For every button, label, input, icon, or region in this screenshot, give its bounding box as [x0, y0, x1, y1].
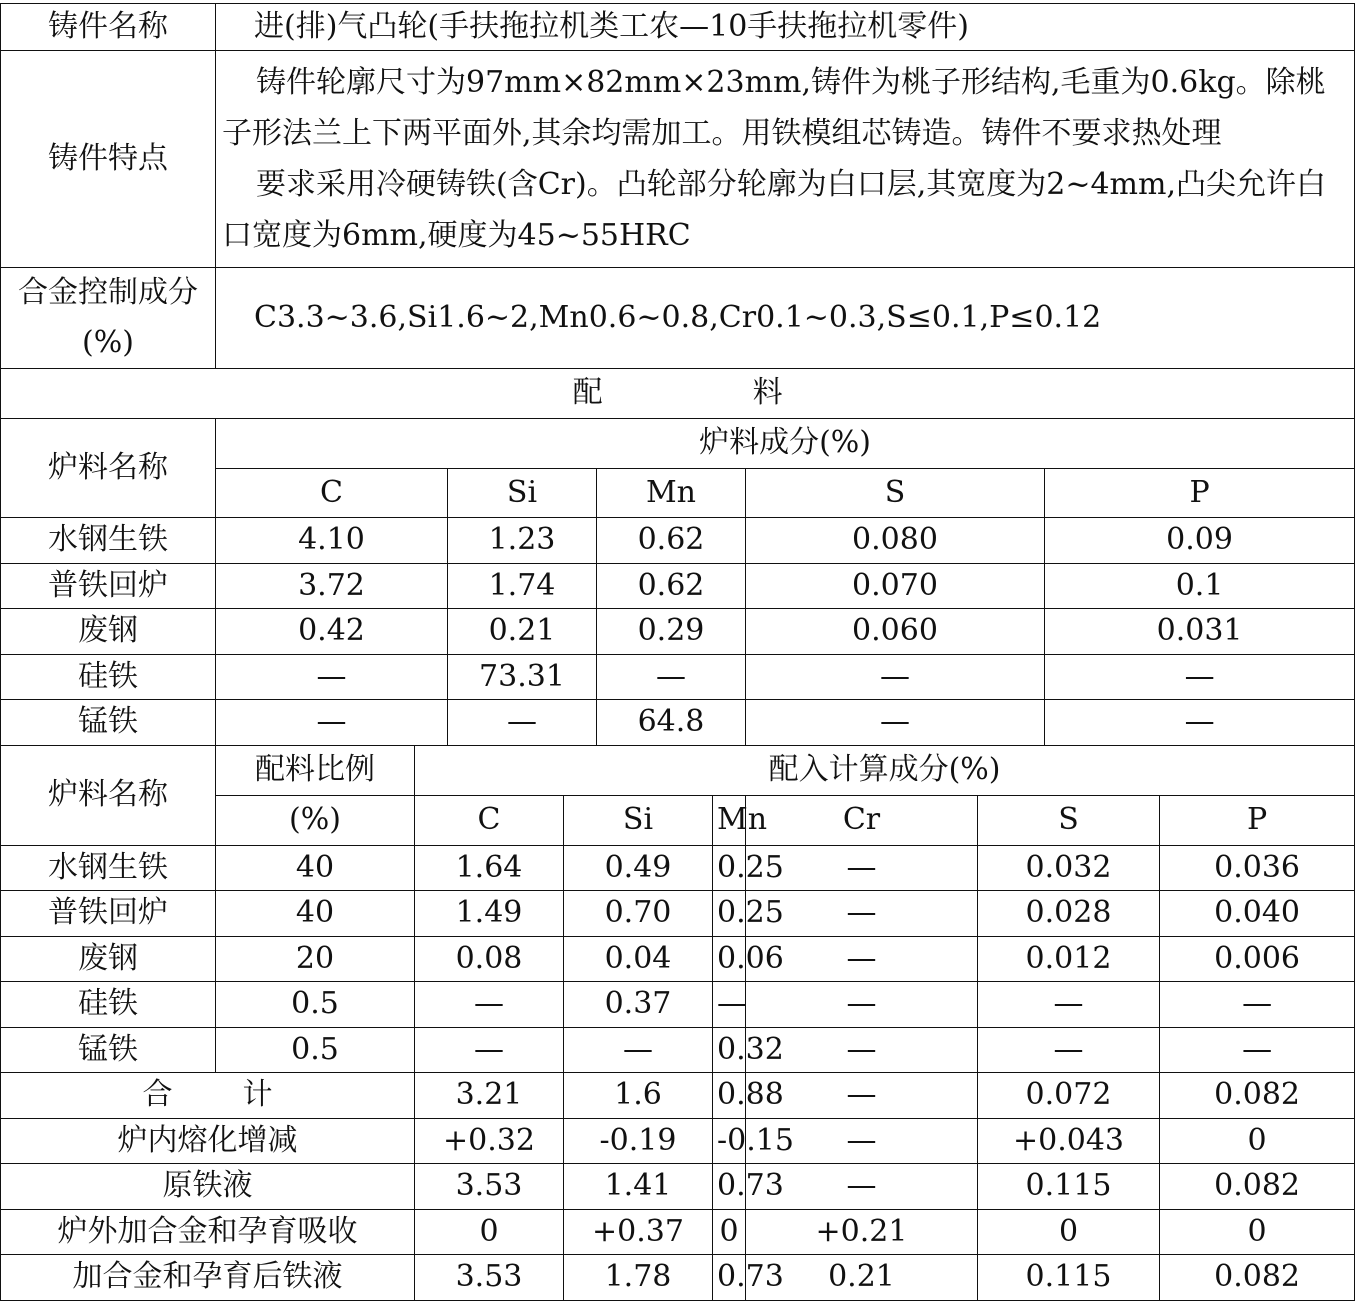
table-cell: 0.028 — [978, 891, 1160, 937]
table-cell: -0.15 — [713, 1119, 746, 1164]
section-title-left: 配 — [572, 375, 603, 411]
table-row — [1, 891, 1355, 937]
table-cell: — — [1045, 655, 1355, 700]
table-cell: +0.32 — [415, 1119, 564, 1164]
table-cell: 3.21 — [415, 1073, 564, 1119]
table-cell: — — [746, 1073, 978, 1119]
summary-total-label-a: 合 — [142, 1077, 173, 1113]
table-cell: 0.62 — [597, 518, 746, 564]
calc-row-name: 水钢生铁 — [1, 846, 216, 891]
table-cell: 0.032 — [978, 846, 1160, 891]
charge-group-header: 炉料成分(%) — [216, 419, 1355, 469]
calc-col-s: S — [978, 796, 1160, 846]
calc-ratio-unit: (%) — [216, 796, 415, 846]
table-cell: 0.06 — [713, 937, 746, 982]
table-cell: 0 — [713, 1210, 746, 1255]
info-row-name — [1, 4, 1355, 51]
table-cell: — — [746, 937, 978, 982]
casting-features-text — [216, 51, 1355, 268]
info-row-alloy — [1, 268, 1355, 369]
table-cell: 0.031 — [1045, 609, 1355, 655]
table-cell: 0 — [1160, 1210, 1355, 1255]
table-row — [1, 982, 1355, 1028]
casting-features-label: 铸件特点 — [1, 51, 216, 268]
table-cell: 1.78 — [564, 1255, 713, 1301]
calc-group-header: 配入计算成分(%) — [415, 746, 1355, 796]
calc-row-ratio: 0.5 — [216, 1028, 415, 1073]
table-cell: — — [1160, 1028, 1355, 1073]
table-cell: 3.53 — [415, 1164, 564, 1210]
table-cell: -0.19 — [564, 1119, 713, 1164]
table-cell: 0.21 — [448, 609, 597, 655]
features-paragraph-1: 铸件轮廓尺寸为97mm×82mm×23mm,铸件为桃子形结构,毛重为0.6kg。除桃子形法兰上下两平面外,其余均需加工。用铁模组芯铸造。铸件不要求热处理 — [222, 65, 1326, 151]
summary-row — [1, 1255, 1355, 1301]
charge-col-s: S — [746, 469, 1045, 518]
summary-row-total — [1, 1073, 1355, 1119]
table-cell: 0.115 — [978, 1255, 1160, 1301]
charge-header-row-1 — [1, 419, 1355, 469]
table-cell: +0.21 — [746, 1210, 978, 1255]
calc-row-ratio: 20 — [216, 937, 415, 982]
table-cell: 0.082 — [1160, 1255, 1355, 1301]
calc-col-cr: Cr — [746, 796, 978, 846]
table-cell: 0.012 — [978, 937, 1160, 982]
table-row — [1, 655, 1355, 700]
summary-row-label: 原铁液 — [1, 1164, 415, 1210]
table-cell: 0.115 — [978, 1164, 1160, 1210]
charge-col-mn: Mn — [597, 469, 746, 518]
table-cell: — — [713, 982, 746, 1028]
table-cell: — — [978, 1028, 1160, 1073]
calc-row-name: 锰铁 — [1, 1028, 216, 1073]
table-cell: 0.70 — [564, 891, 713, 937]
table-row — [1, 609, 1355, 655]
calc-row-ratio: 40 — [216, 846, 415, 891]
casting-name-label: 铸件名称 — [1, 4, 216, 51]
alloy-control-label: 合金控制成分(%) — [1, 268, 216, 369]
table-cell: 0.49 — [564, 846, 713, 891]
table-cell: — — [746, 700, 1045, 746]
table-cell: 0.29 — [597, 609, 746, 655]
table-cell: 0.73 — [713, 1255, 746, 1301]
table-cell: 0 — [415, 1210, 564, 1255]
table-cell: 0.082 — [1160, 1164, 1355, 1210]
table-cell: 73.31 — [448, 655, 597, 700]
table-cell: — — [746, 655, 1045, 700]
calc-ratio-header: 配料比例 — [216, 746, 415, 796]
info-row-features — [1, 51, 1355, 268]
table-cell: 1.41 — [564, 1164, 713, 1210]
table-row — [1, 518, 1355, 564]
table-cell: — — [746, 1119, 978, 1164]
table-cell: — — [564, 1028, 713, 1073]
table-cell: 0 — [978, 1210, 1160, 1255]
table-cell: — — [1045, 700, 1355, 746]
casting-name-value: 进(排)气凸轮(手扶拖拉机类工农—10手扶拖拉机零件) — [216, 4, 1355, 51]
calc-header-row-1 — [1, 746, 1355, 796]
table-cell: 0.88 — [713, 1073, 746, 1119]
calc-col-c: C — [415, 796, 564, 846]
table-cell: 3.53 — [415, 1255, 564, 1301]
summary-total-label-b: 计 — [242, 1077, 273, 1113]
table-cell: 0.070 — [746, 564, 1045, 609]
table-cell: 0.082 — [1160, 1073, 1355, 1119]
calc-row-ratio: 0.5 — [216, 982, 415, 1028]
calc-col-p: P — [1160, 796, 1355, 846]
summary-row-label: 炉外加合金和孕育吸收 — [1, 1210, 415, 1255]
table-cell: 0.060 — [746, 609, 1045, 655]
table-cell: — — [746, 891, 978, 937]
table-cell: 1.74 — [448, 564, 597, 609]
calc-col-mn: Mn — [713, 796, 746, 846]
table-cell: — — [978, 982, 1160, 1028]
table-cell: 64.8 — [597, 700, 746, 746]
summary-row-label: 炉内熔化增减 — [1, 1119, 415, 1164]
charge-col-p: P — [1045, 469, 1355, 518]
table-cell: 0.21 — [746, 1255, 978, 1301]
calc-col-si: Si — [564, 796, 713, 846]
table-cell: 1.64 — [415, 846, 564, 891]
charge-row-name: 硅铁 — [1, 655, 216, 700]
table-cell: 0.072 — [978, 1073, 1160, 1119]
table-cell: 0.09 — [1045, 518, 1355, 564]
table-cell: — — [746, 982, 978, 1028]
charge-col-c: C — [216, 469, 448, 518]
calc-row-name: 硅铁 — [1, 982, 216, 1028]
summary-row — [1, 1164, 1355, 1210]
table-cell: +0.043 — [978, 1119, 1160, 1164]
table-cell: 0.25 — [713, 891, 746, 937]
table-cell: 0.04 — [564, 937, 713, 982]
table-cell: 0.73 — [713, 1164, 746, 1210]
table-cell: 0.25 — [713, 846, 746, 891]
table-cell: — — [746, 846, 978, 891]
table-cell: 0.62 — [597, 564, 746, 609]
summary-total-label — [1, 1073, 415, 1119]
charge-row-name: 锰铁 — [1, 700, 216, 746]
table-cell: 4.10 — [216, 518, 448, 564]
table-cell: — — [216, 655, 448, 700]
summary-row-label: 加合金和孕育后铁液 — [1, 1255, 415, 1301]
features-paragraph-2: 要求采用冷硬铸铁(含Cr)。凸轮部分轮廓为白口层,其宽度为2~4mm,凸尖允许白口宽度为6mm,硬度为45~55HRC — [222, 167, 1326, 253]
table-cell: — — [746, 1028, 978, 1073]
section-title-right: 料 — [752, 375, 783, 411]
table-cell: 0.42 — [216, 609, 448, 655]
charge-name-header: 炉料名称 — [1, 419, 216, 518]
table-cell: 1.49 — [415, 891, 564, 937]
calc-row-name: 普铁回炉 — [1, 891, 216, 937]
table-cell: 0.006 — [1160, 937, 1355, 982]
table-cell: 1.23 — [448, 518, 597, 564]
charge-row-name: 普铁回炉 — [1, 564, 216, 609]
table-cell: 0.040 — [1160, 891, 1355, 937]
table-cell: — — [597, 655, 746, 700]
table-cell: 0.080 — [746, 518, 1045, 564]
table-cell: — — [216, 700, 448, 746]
charge-col-si: Si — [448, 469, 597, 518]
table-cell: +0.37 — [564, 1210, 713, 1255]
calc-row-name: 废钢 — [1, 937, 216, 982]
charge-row-name: 水钢生铁 — [1, 518, 216, 564]
table-cell: 0.32 — [713, 1028, 746, 1073]
table-cell: — — [746, 1164, 978, 1210]
table-cell: 0 — [1160, 1119, 1355, 1164]
charge-row-name: 废钢 — [1, 609, 216, 655]
casting-spec-table — [0, 3, 1355, 1301]
summary-row — [1, 1119, 1355, 1164]
table-cell: — — [1160, 982, 1355, 1028]
table-row — [1, 700, 1355, 746]
table-cell: 0.1 — [1045, 564, 1355, 609]
table-cell: 3.72 — [216, 564, 448, 609]
table-row — [1, 1028, 1355, 1073]
table-row — [1, 564, 1355, 609]
table-cell: 0.37 — [564, 982, 713, 1028]
table-cell: — — [415, 1028, 564, 1073]
table-cell: — — [415, 982, 564, 1028]
table-row — [1, 846, 1355, 891]
summary-row — [1, 1210, 1355, 1255]
table-cell: 0.08 — [415, 937, 564, 982]
table-cell: 1.6 — [564, 1073, 713, 1119]
table-row — [1, 937, 1355, 982]
section-title-row — [1, 369, 1355, 419]
table-cell: — — [448, 700, 597, 746]
calc-row-ratio: 40 — [216, 891, 415, 937]
section-title — [1, 369, 1355, 419]
table-cell: 0.036 — [1160, 846, 1355, 891]
calc-name-header: 炉料名称 — [1, 746, 216, 846]
alloy-control-value: C3.3~3.6,Si1.6~2,Mn0.6~0.8,Cr0.1~0.3,S≤0.1,P≤0.12 — [216, 268, 1355, 369]
